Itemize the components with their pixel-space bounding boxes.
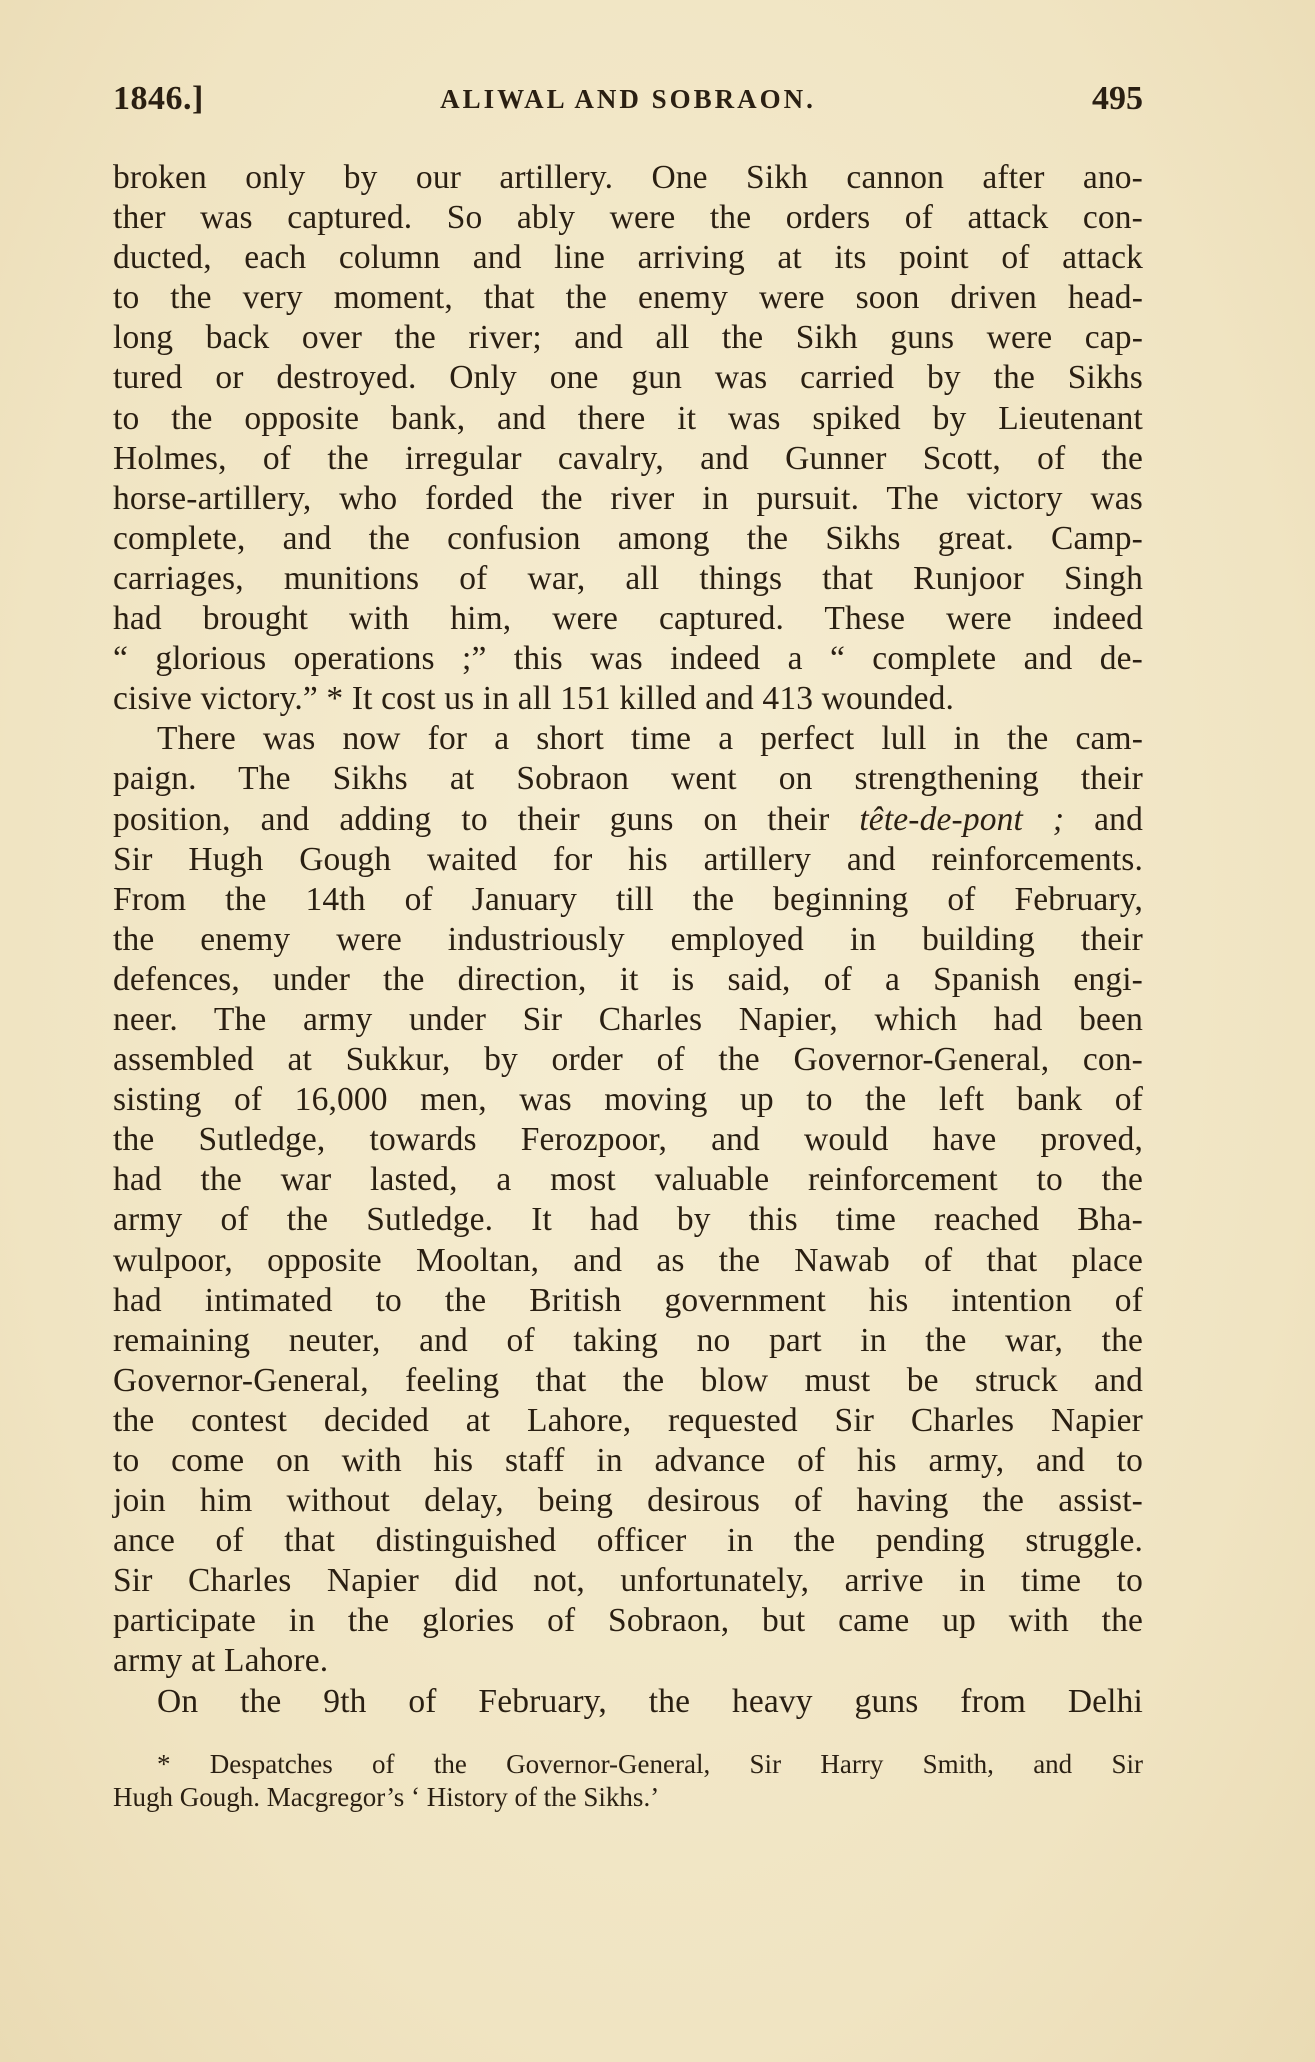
- text-line: cisive victory.” * It cost us in all 151 killed and 413 wounded.: [113, 680, 955, 718]
- text-line: had brought with him, were captured. These were indeed: [113, 600, 1143, 638]
- text-line: to come on with his staff in advance of his army, and to: [113, 1442, 1143, 1479]
- text-line: sisting of 16,000 men, was moving up to the left bank of: [113, 1081, 1143, 1119]
- text-line: join him without delay, being desirous of having the assist-: [113, 1482, 1143, 1520]
- header-year: 1846.]: [113, 80, 204, 117]
- paragraph-start-line: On the 9th of February, the heavy guns from Delhi: [157, 1682, 1143, 1720]
- paragraph-start-line: There was now for a short time a perfect lull in the cam-: [157, 720, 1143, 758]
- text-line: the enemy were industriously employed in building their: [113, 920, 1143, 958]
- footnote: [113, 1748, 1143, 1814]
- footnote-line: Hugh Gough. Macgregor’s ‘ History of the Sikhs.’: [113, 1782, 660, 1812]
- text-line: neer. The army under Sir Charles Napier, which had been: [113, 1000, 1143, 1038]
- text-line: remaining neuter, and of taking no part in the war, the: [113, 1321, 1143, 1359]
- text-line-with-italic: [113, 800, 1143, 840]
- text-line: horse-artillery, who forded the river in pursuit. The victory was: [113, 479, 1143, 517]
- text-line: broken only by our artillery. One Sikh cannon after ano-: [113, 159, 1143, 196]
- header-running-title: ALIWAL AND SOBRAON.: [440, 84, 816, 114]
- text-line: Governor-General, feeling that the blow must be struck and: [113, 1361, 1143, 1399]
- page-number: 495: [1092, 80, 1143, 117]
- text-line: had intimated to the British government his intention of: [113, 1281, 1143, 1319]
- text-line: From the 14th of January till the beginning of February,: [113, 880, 1143, 918]
- text-line: ducted, each column and line arriving at its point of attack: [113, 239, 1143, 277]
- text-line: wulpoor, opposite Mooltan, and as the Nawab of that place: [113, 1241, 1143, 1279]
- body-text: [113, 158, 1143, 1722]
- running-header: [113, 80, 1143, 130]
- text-line: the Sutledge, towards Ferozpoor, and would have proved,: [113, 1121, 1143, 1159]
- text-line: long back over the river; and all the Sikh guns were cap-: [113, 319, 1143, 357]
- text-line: to the opposite bank, and there it was spiked by Lieutenant: [113, 399, 1143, 437]
- text-segment: and: [1064, 800, 1143, 838]
- text-line: to the very moment, that the enemy were soon driven head-: [113, 279, 1143, 317]
- text-line: army at Lahore.: [113, 1642, 329, 1680]
- italic-phrase: tête-de-pont ;: [859, 800, 1065, 838]
- text-line: defences, under the direction, it is said, of a Spanish engi-: [113, 960, 1143, 998]
- text-line: had the war lasted, a most valuable reinforcement to the: [113, 1161, 1143, 1199]
- text-line: ance of that distinguished officer in the pending struggle.: [113, 1522, 1143, 1560]
- footnote-line: * Despatches of the Governor-General, Sir Harry Smith, and Sir: [157, 1749, 1143, 1779]
- text-line: Holmes, of the irregular cavalry, and Gunner Scott, of the: [113, 439, 1143, 477]
- text-line: complete, and the confusion among the Sikhs great. Camp-: [113, 519, 1143, 557]
- text-line: Sir Hugh Gough waited for his artillery and reinforcements.: [113, 840, 1143, 878]
- text-line: participate in the glories of Sobraon, but came up with the: [113, 1602, 1143, 1640]
- text-line: the contest decided at Lahore, requested Sir Charles Napier: [113, 1401, 1143, 1439]
- text-line: ther was captured. So ably were the orders of attack con-: [113, 199, 1143, 237]
- text-line: tured or destroyed. Only one gun was carried by the Sikhs: [113, 359, 1143, 397]
- text-line: Sir Charles Napier did not, unfortunately, arrive in time to: [113, 1562, 1143, 1600]
- text-line: army of the Sutledge. It had by this time reached Bha-: [113, 1201, 1143, 1239]
- text-line: assembled at Sukkur, by order of the Governor-General, con-: [113, 1041, 1143, 1079]
- text-segment: position, and adding to their guns on their: [113, 800, 860, 838]
- text-line: paign. The Sikhs at Sobraon went on strengthening their: [113, 760, 1143, 798]
- text-line: “ glorious operations ;” this was indeed a “ complete and de-: [113, 640, 1143, 678]
- text-line: carriages, munitions of war, all things that Runjoor Singh: [113, 559, 1143, 597]
